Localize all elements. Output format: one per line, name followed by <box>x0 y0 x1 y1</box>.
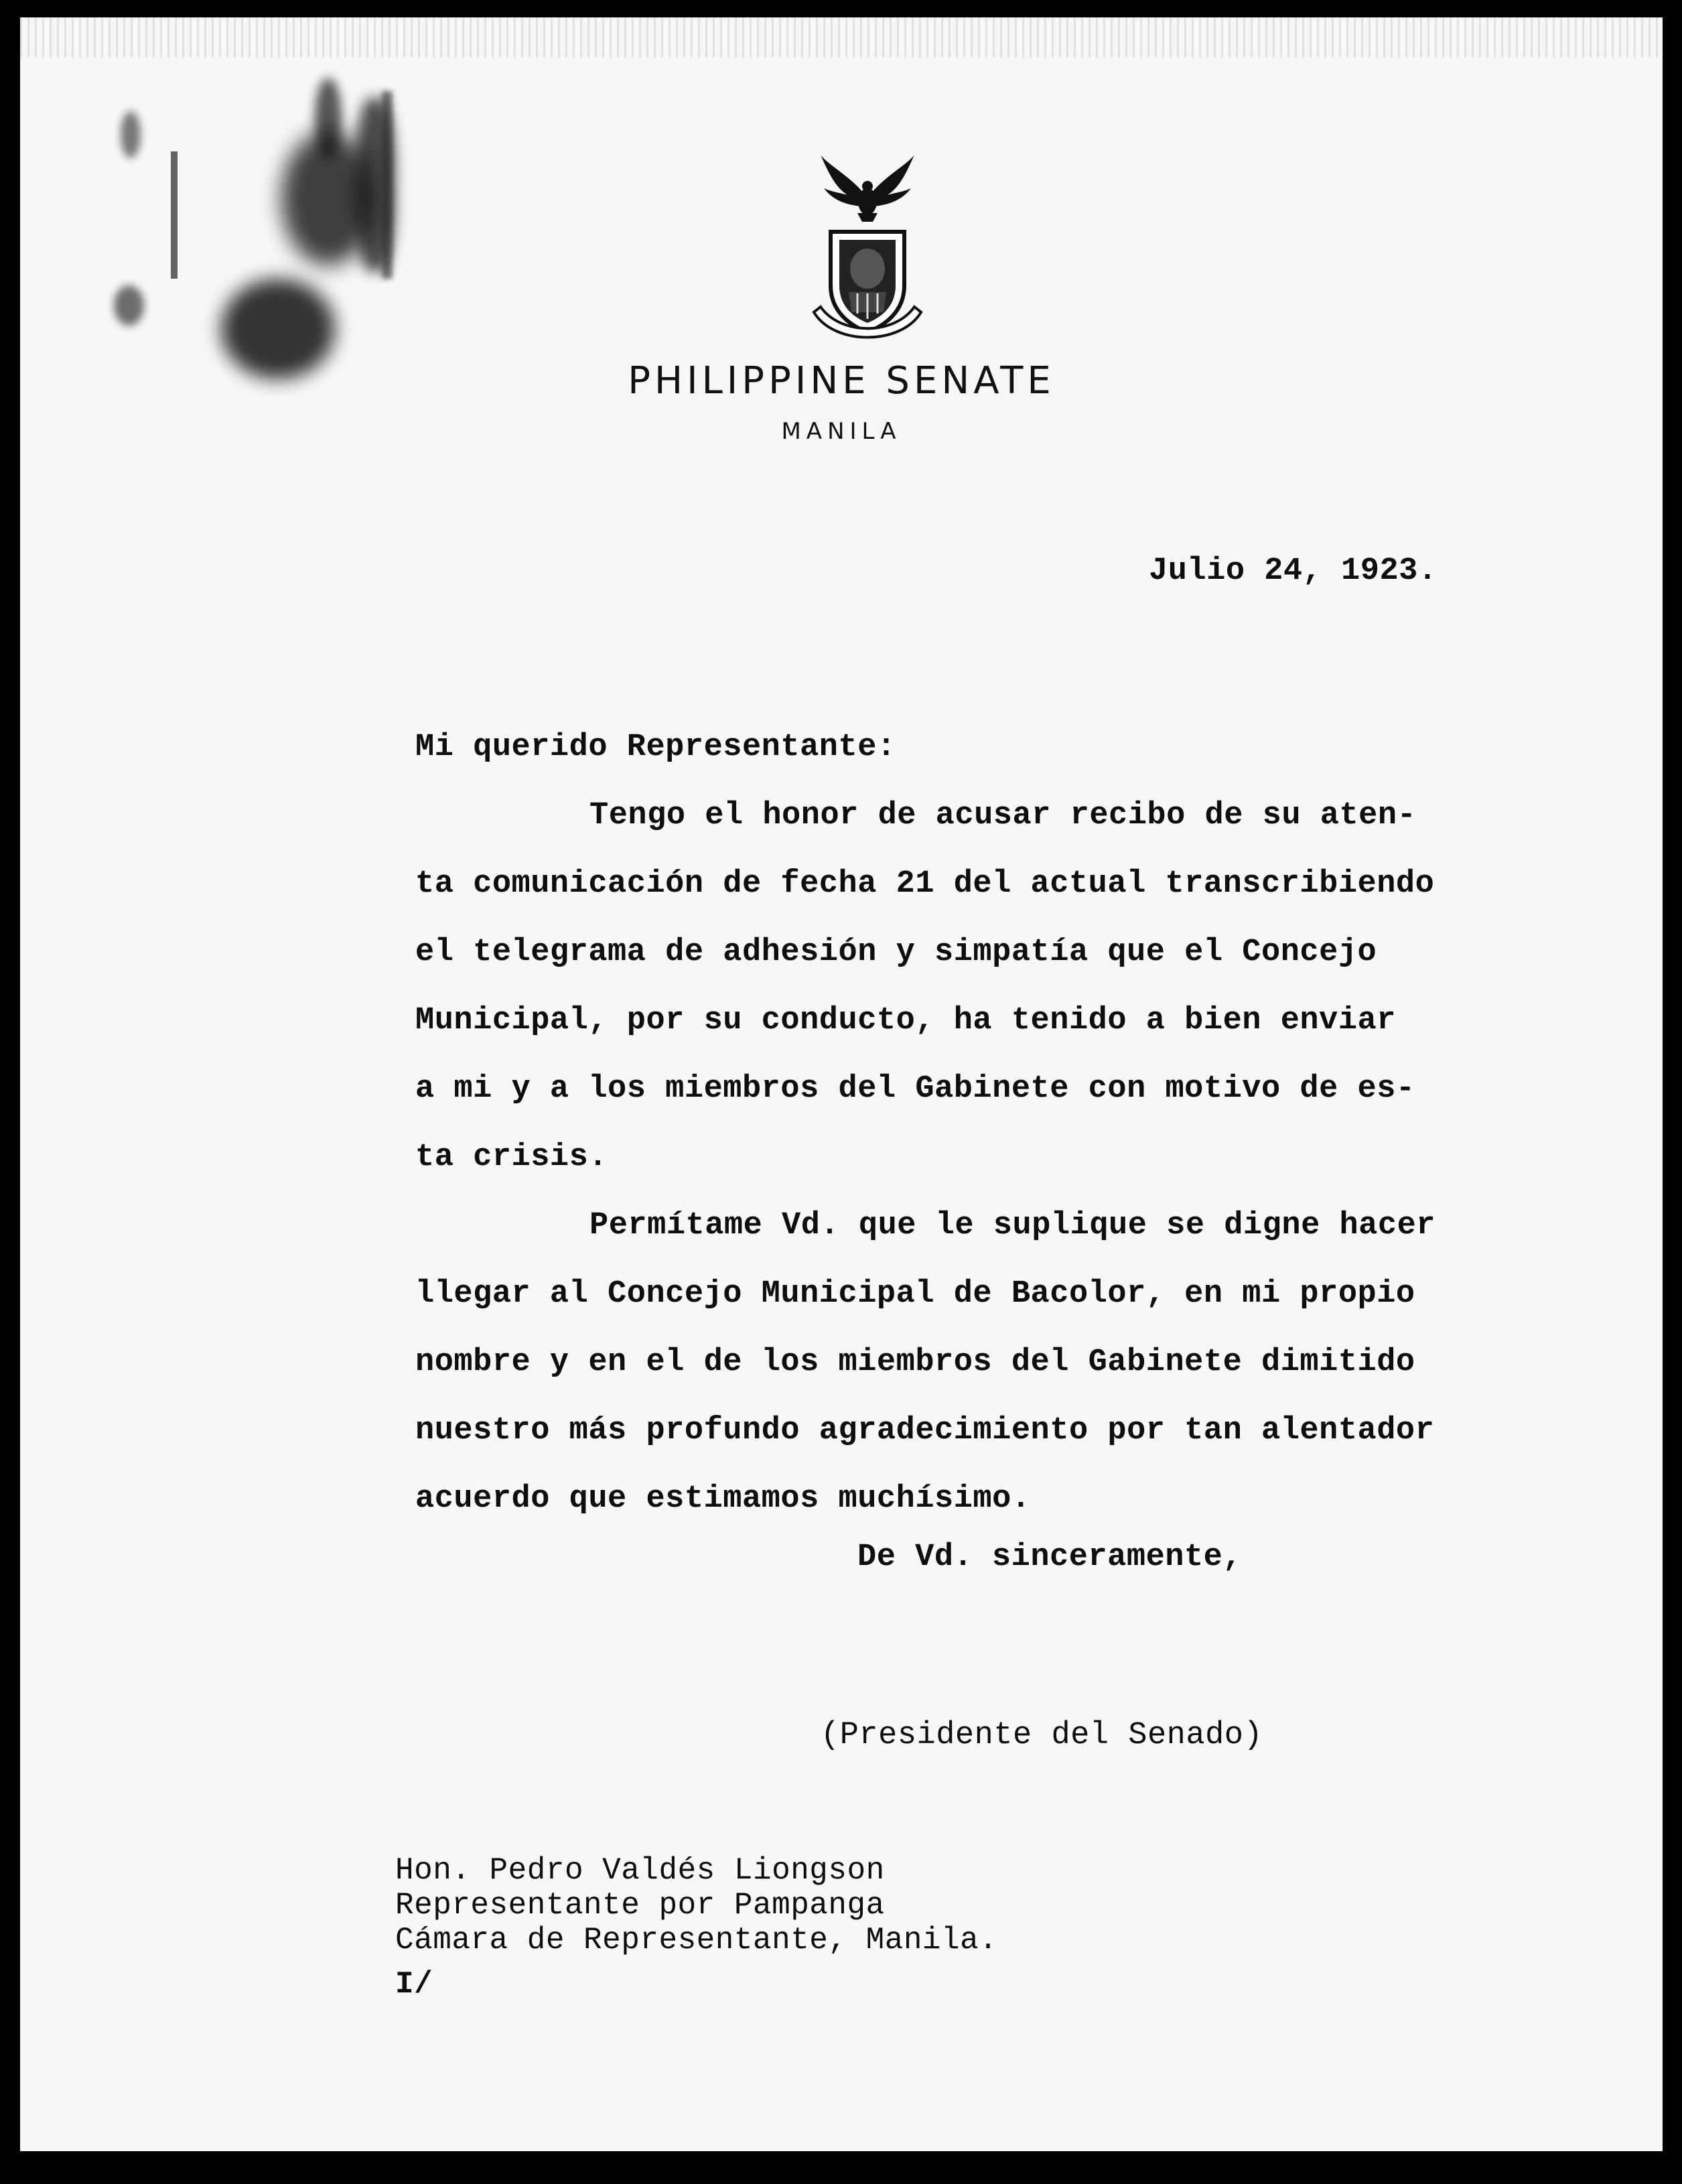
ink-streak <box>382 91 393 279</box>
addressee-name: Hon. Pedro Valdés Liongson <box>395 1853 885 1888</box>
ink-streak <box>171 151 178 279</box>
body-line: a mi y a los miembros del Gabinete con motivo de es- <box>415 1071 1415 1107</box>
letter-date: Julio 24, 1923. <box>1149 553 1438 589</box>
body-line: llegar al Concejo Municipal de Bacolor, en mi propio <box>415 1276 1415 1312</box>
body-line: Municipal, por su conducto, ha tenido a bien enviar <box>415 1003 1396 1038</box>
letterhead-city: MANILA <box>781 418 902 445</box>
letter-page <box>20 17 1663 2151</box>
body-line: el telegrama de adhesión y simpatía que el Concejo <box>415 935 1377 970</box>
body-line: Tengo el honor de acusar recibo de su aten- <box>589 798 1417 833</box>
typist-initials: I/ <box>395 1967 433 2002</box>
body-line: nuestro más profundo agradecimiento por tan alentador <box>415 1413 1435 1448</box>
salutation: Mi querido Representante: <box>415 730 896 765</box>
body-line: Permítame Vd. que le suplique se digne hacer <box>589 1208 1436 1243</box>
letterhead-title: PHILIPPINE SENATE <box>628 359 1055 403</box>
body-line: ta crisis. <box>415 1140 608 1175</box>
scan-speckle <box>20 17 1663 58</box>
closing: De Vd. sinceramente, <box>857 1540 1243 1575</box>
ink-smudge <box>121 111 141 158</box>
ink-smudge <box>114 285 144 326</box>
ink-smudge <box>315 78 342 158</box>
body-line: ta comunicación de fecha 21 del actual transcribiendo <box>415 866 1435 902</box>
body-line: acuerdo que estimamos muchísimo. <box>415 1481 1031 1517</box>
senate-seal-icon <box>807 151 928 352</box>
signature-title: (Presidente del Senado) <box>821 1718 1263 1753</box>
addressee-location: Cámara de Representante, Manila. <box>395 1923 998 1958</box>
addressee-title: Representante por Pampanga <box>395 1888 885 1923</box>
body-line: nombre y en el de los miembros del Gabinete dimitido <box>415 1345 1415 1380</box>
